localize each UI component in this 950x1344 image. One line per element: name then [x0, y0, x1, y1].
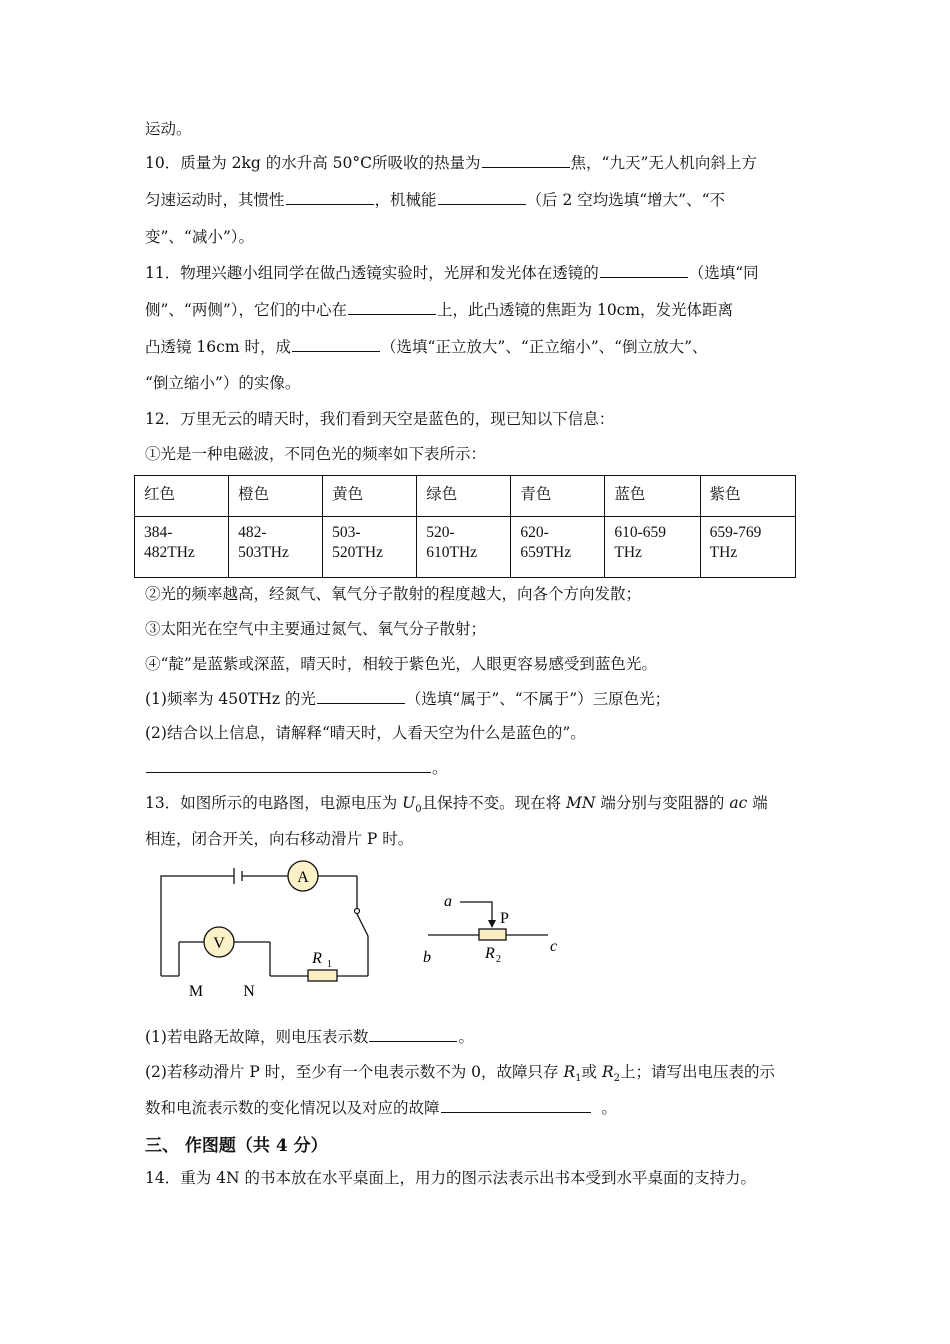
q11-blank-side[interactable]	[600, 263, 688, 278]
voltmeter-label: V	[213, 935, 225, 952]
q10-line3: 变”、“减小”）。	[145, 228, 255, 246]
q13-blank-voltmeter[interactable]	[369, 1027, 457, 1042]
section-3-heading: 三、 作图题（共 4 分）	[145, 1136, 328, 1156]
table-header-row	[135, 476, 796, 517]
q11-text: （选填“同	[688, 264, 759, 282]
circuit-diagram	[150, 856, 380, 1004]
table-cell: 520- 610THz	[417, 517, 511, 578]
q12-text: （选填“属于”、“不属于”）三原色光；	[405, 690, 671, 708]
resistor-r1	[308, 970, 337, 981]
q11-blank-image[interactable]	[292, 337, 380, 352]
q10-line2	[145, 190, 725, 210]
q12-text: 。	[432, 759, 448, 777]
q10-text: ，机械能	[374, 191, 437, 209]
q12-info-4: ④“靛”是蓝紫或深蓝，晴天时，相较于紫色光，人眼更容易感受到蓝色光。	[145, 655, 657, 673]
table-header-cell: 紫色	[700, 476, 795, 517]
q12-part1	[145, 689, 670, 709]
q11-line3	[145, 337, 708, 357]
q11-text: 上，此凸透镜的焦距为 10cm，发光体距离	[437, 301, 734, 319]
q10-text: 匀速运动时，其惯性	[145, 191, 285, 209]
q12-text: (1)频率为 450THz 的光	[145, 690, 316, 708]
terminal-m-label: M	[188, 983, 204, 1000]
rheostat-diagram	[418, 886, 568, 972]
q11-line2	[145, 300, 733, 320]
q12-stem: 12．万里无云的晴天时，我们看到天空是蓝色的，现已知以下信息：	[145, 410, 615, 428]
table-cell: 610-659 THz	[605, 517, 700, 578]
table-header-cell: 绿色	[417, 476, 511, 517]
q11-line1	[145, 263, 759, 283]
q11-blank-center[interactable]	[348, 300, 436, 315]
table-cell: 482- 503THz	[229, 517, 323, 578]
q10-blank-heat[interactable]	[482, 153, 570, 168]
frequency-table	[134, 475, 796, 578]
q11-text: （选填“正立放大”、“正立缩小”、“倒立放大”、	[380, 338, 708, 356]
q12-info-2: ②光的频率越高，经氮气、氧气分子散射的程度越大，向各个方向发散；	[145, 585, 642, 603]
q10-blank-mech-energy[interactable]	[438, 190, 526, 205]
q10-text: （后 2 空均选填“增大”、“不	[526, 191, 726, 209]
q13-part1: (1)若电路无故障，则电压表示数 。	[145, 1028, 474, 1046]
resistor-r2-sub: 2	[496, 954, 501, 965]
q11-text: 11．物理兴趣小组同学在做凸透镜实验时，光屏和发光体在透镜的	[145, 264, 599, 282]
q12-blank-explain[interactable]	[146, 758, 431, 773]
q10-blank-inertia[interactable]	[286, 190, 374, 205]
q10-line1	[145, 153, 757, 173]
q12-part2: (2)结合以上信息，请解释“晴天时，人看天空为什么是蓝色的”。	[145, 724, 586, 742]
q11-line4: “倒立缩小”）的实像。	[145, 374, 301, 392]
q11-text: 侧”、“两侧”），它们的中心在	[145, 301, 348, 319]
q13-line2: 相连，闭合开关，向右移动滑片 P 时。	[145, 830, 414, 848]
label-b: b	[423, 949, 431, 966]
label-a: a	[444, 893, 452, 910]
resistor-r1-sub: 1	[327, 959, 332, 970]
q12-info-3: ③太阳光在空气中主要通过氮气、氧气分子散射；	[145, 620, 487, 638]
q10-text: 焦，“九天”无人机向斜上方	[570, 154, 757, 172]
label-p: P	[500, 910, 509, 927]
table-cell: 659-769 THz	[700, 517, 795, 578]
resistor-r1-label: R	[312, 950, 322, 967]
q13-part3: 数和电流表示数的变化情况以及对应的故障 。	[145, 1099, 618, 1117]
label-c: c	[550, 938, 558, 955]
slider-arrow-icon	[488, 920, 496, 928]
table-header-cell: 黄色	[323, 476, 417, 517]
terminal-n-label: N	[243, 983, 255, 1000]
resistor-r2-label: R	[485, 945, 495, 962]
q12-blank-primary[interactable]	[317, 689, 405, 704]
table-header-cell: 橙色	[229, 476, 323, 517]
q13-part2: (2)若移动滑片 P 时，至少有一个电表示数不为 0，故障只存 $R_1$或 $R_2$上；请写出电压表的示	[145, 1063, 776, 1085]
table-cell: 503- 520THz	[323, 517, 417, 578]
table-header-cell: 红色	[135, 476, 229, 517]
switch-contact-icon	[355, 909, 360, 914]
table-cell: 620- 659THz	[511, 517, 605, 578]
q13-blank-fault[interactable]	[441, 1098, 591, 1113]
q12-answer-line	[145, 758, 448, 778]
q14-stem: 14．重为 4N 的书本放在水平桌面上，用力的图示法表示出书本受到水平桌面的支持力。	[145, 1169, 757, 1187]
q11-text: 凸透镜 16cm 时，成	[145, 338, 291, 356]
table-row	[135, 517, 796, 578]
table-header-cell: 蓝色	[605, 476, 700, 517]
q12-info-1: ①光是一种电磁波，不同色光的频率如下表所示：	[145, 445, 487, 463]
resistor-r2	[479, 929, 506, 940]
text-line-continuation: 运动。	[145, 120, 192, 138]
ammeter-label: A	[297, 869, 309, 886]
table-header-cell: 青色	[511, 476, 605, 517]
table-cell: 384- 482THz	[135, 517, 229, 578]
q13-line1: 13．如图所示的电路图，电源电压为 $U_0$且保持不变。现在将 MN 端分别与变阻器的 ac 端	[145, 794, 768, 816]
q10-text: 10．质量为 2kg 的水升高 50°C所吸收的热量为	[145, 154, 481, 172]
